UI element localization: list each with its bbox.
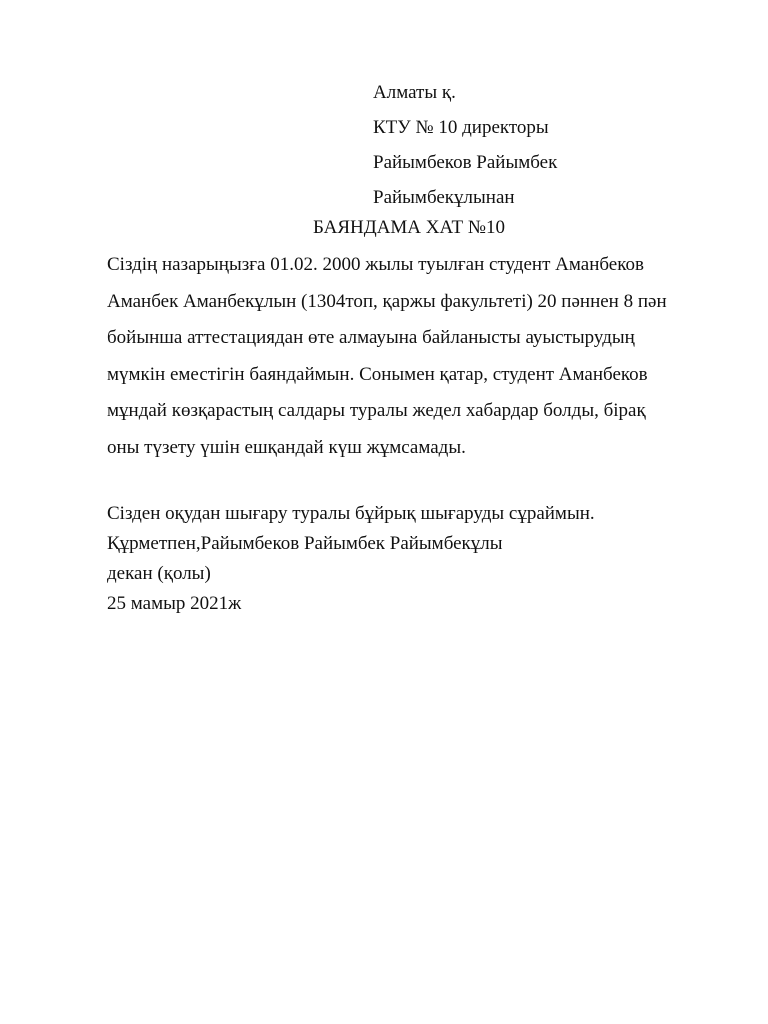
document-title: БАЯНДАМА ХАТ №10 xyxy=(312,217,506,238)
position-line: декан (қолы) xyxy=(107,563,211,584)
body-line: мұндай көзқарастың салдары туралы жедел хабардар болды, бірақ xyxy=(107,400,646,421)
body-line: мүмкін еместігін баяндаймын. Сонымен қатар, студент Аманбеков xyxy=(107,363,648,385)
addressee-city: Алматы қ. xyxy=(373,82,456,103)
date-line: 25 мамыр 2021ж xyxy=(107,593,242,614)
addressee-from: Райымбекұлынан xyxy=(373,187,515,208)
body-paragraph xyxy=(107,247,727,466)
body-line: Аманбек Аманбекұлын (1304топ, қаржы факультеті) 20 пәннен 8 пән xyxy=(107,290,667,312)
addressee-name: Райымбеков Райымбек xyxy=(373,152,558,173)
addressee-organization: КТУ № 10 директоры xyxy=(373,117,549,138)
body-line: оны түзету үшін ешқандай күш жұмсамады. xyxy=(107,436,466,458)
closing-block xyxy=(107,499,727,619)
request-line: Сізден оқудан шығару туралы бұйрық шығаруды сұраймын. xyxy=(107,503,595,524)
regards-line: Құрметпен,Райымбеков Райымбек Райымбекұлы xyxy=(107,533,503,554)
body-line: Сіздің назарыңызға 01.02. 2000 жылы туылған студент Аманбеков xyxy=(107,254,644,275)
body-line: бойынша аттестациядан өте алмауына байланысты ауыстырудың xyxy=(107,327,635,348)
addressee-block xyxy=(373,75,733,215)
